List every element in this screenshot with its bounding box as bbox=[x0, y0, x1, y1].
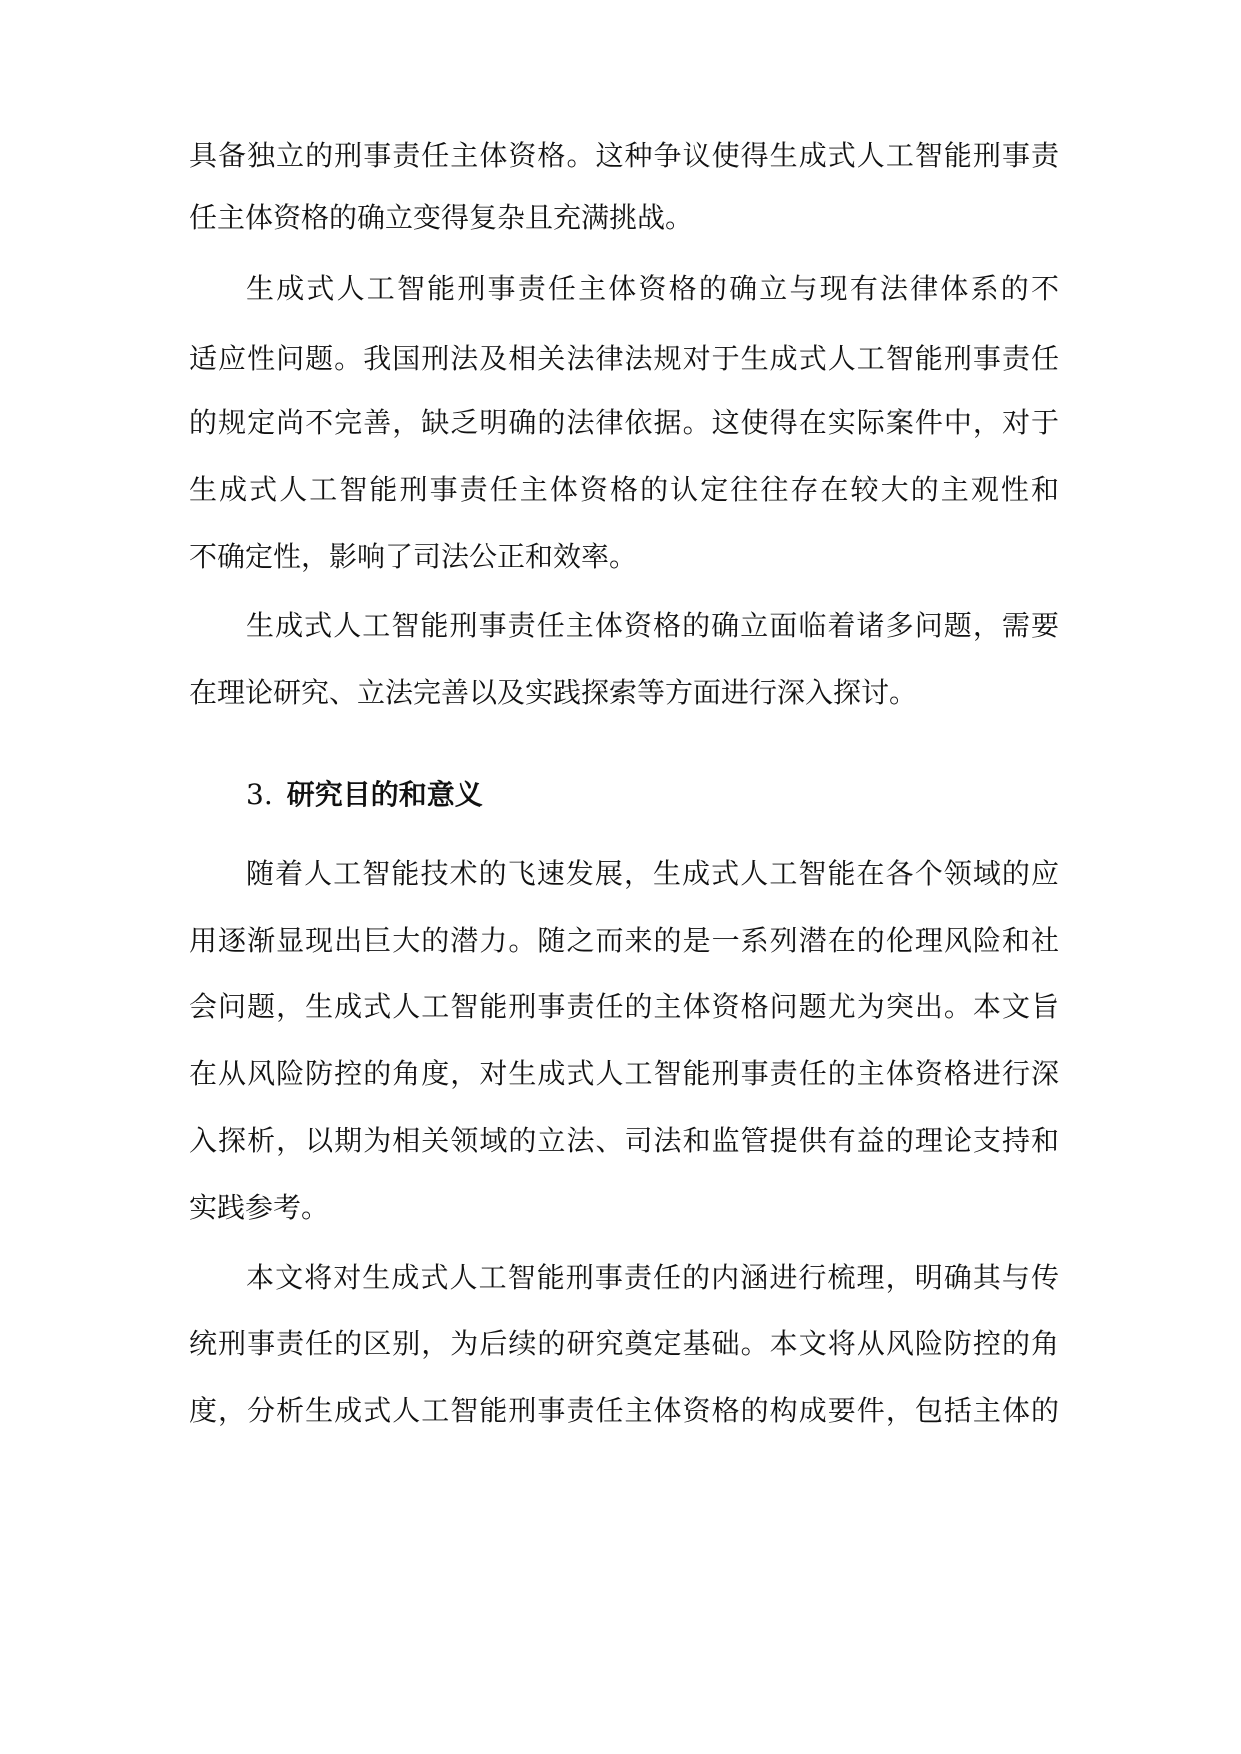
paragraph-line: 具备独立的刑事责任主体资格。这种争议使得生成式人工智能刑事责 bbox=[189, 139, 1059, 172]
paragraph-line: 不确定性，影响了司法公正和效率。 bbox=[189, 540, 638, 573]
paragraph-line: 生成式人工智能刑事责任主体资格的确立与现有法律体系的不 bbox=[246, 272, 1059, 305]
paragraph-line: 的规定尚不完善，缺乏明确的法律依据。这使得在实际案件中，对于 bbox=[189, 406, 1059, 439]
section-number: 3. bbox=[246, 778, 273, 811]
paragraph-line: 会问题，生成式人工智能刑事责任的主体资格问题尤为突出。本文旨 bbox=[189, 990, 1059, 1023]
paragraph-line: 实践参考。 bbox=[189, 1191, 330, 1224]
paragraph-line: 统刑事责任的区别，为后续的研究奠定基础。本文将从风险防控的角 bbox=[189, 1327, 1059, 1360]
paragraph-line: 生成式人工智能刑事责任主体资格的确立面临着诸多问题，需要 bbox=[246, 609, 1059, 642]
paragraph-line: 在从风险防控的角度，对生成式人工智能刑事责任的主体资格进行深 bbox=[189, 1057, 1059, 1090]
paragraph-line: 入探析，以期为相关领域的立法、司法和监管提供有益的理论支持和 bbox=[189, 1124, 1059, 1157]
paragraph-line: 生成式人工智能刑事责任主体资格的认定往往存在较大的主观性和 bbox=[189, 473, 1059, 506]
paragraph-line: 本文将对生成式人工智能刑事责任的内涵进行梳理，明确其与传 bbox=[246, 1261, 1059, 1294]
paragraph-line: 度，分析生成式人工智能刑事责任主体资格的构成要件，包括主体的 bbox=[189, 1394, 1059, 1427]
paragraph-line: 随着人工智能技术的飞速发展，生成式人工智能在各个领域的应 bbox=[246, 857, 1059, 890]
paragraph-line: 任主体资格的确立变得复杂且充满挑战。 bbox=[189, 201, 694, 234]
paragraph-line: 在理论研究、立法完善以及实践探索等方面进行深入探讨。 bbox=[189, 676, 918, 709]
section-title: 研究目的和意义 bbox=[286, 778, 483, 811]
paragraph-line: 用逐渐显现出巨大的潜力。随之而来的是一系列潜在的伦理风险和社 bbox=[189, 924, 1059, 957]
paragraph-line: 适应性问题。我国刑法及相关法律法规对于生成式人工智能刑事责任 bbox=[189, 342, 1059, 375]
section-heading bbox=[246, 775, 483, 815]
